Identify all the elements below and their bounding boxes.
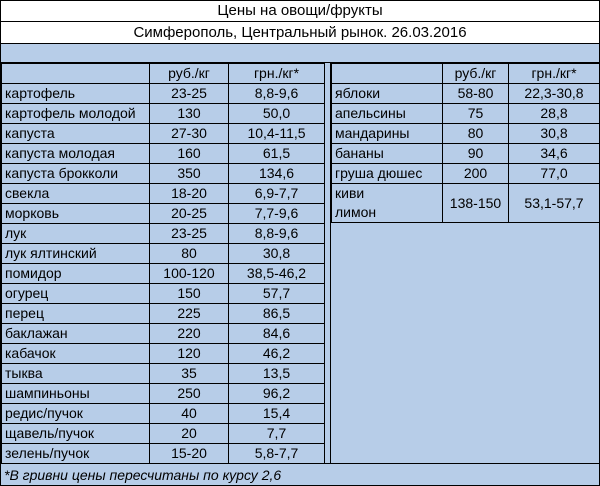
table-row [2, 84, 325, 104]
table-row [332, 124, 600, 144]
item-name: лук [2, 224, 150, 244]
price-uah: 134,6 [229, 164, 325, 184]
table-row [2, 344, 325, 364]
item-name: яблоки [332, 84, 443, 104]
table-row [2, 104, 325, 124]
table-row [2, 164, 325, 184]
price-uah: 13,5 [229, 364, 325, 384]
price-uah: 30,8 [509, 124, 600, 144]
price-uah: 34,6 [509, 144, 600, 164]
item-name: тыква [2, 364, 150, 384]
price-rub: 250 [150, 384, 229, 404]
item-name: щавель/пучок [2, 424, 150, 444]
table-row [332, 184, 600, 204]
price-rub: 120 [150, 344, 229, 364]
price-rub: 225 [150, 304, 229, 324]
price-uah: 53,1-57,7 [509, 184, 600, 223]
price-rub: 75 [443, 104, 509, 124]
table-row [2, 224, 325, 244]
item-name: кабачок [2, 344, 150, 364]
vegetables-table [1, 63, 325, 464]
table-row [332, 164, 600, 184]
price-rub: 15-20 [150, 444, 229, 464]
table-row [2, 264, 325, 284]
price-uah: 7,7 [229, 424, 325, 444]
item-name: апельсины [332, 104, 443, 124]
item-name: шампиньоны [2, 384, 150, 404]
item-name: лимон [332, 203, 443, 223]
item-name: мандарины [332, 124, 443, 144]
price-uah: 61,5 [229, 144, 325, 164]
price-uah: 46,2 [229, 344, 325, 364]
table-row [2, 284, 325, 304]
table-row [2, 384, 325, 404]
item-name: морковь [2, 204, 150, 224]
price-uah: 10,4-11,5 [229, 124, 325, 144]
price-rub: 350 [150, 164, 229, 184]
price-rub: 90 [443, 144, 509, 164]
item-name: лук ялтинский [2, 244, 150, 264]
item-name: свекла [2, 184, 150, 204]
fruits-panel [331, 63, 599, 463]
price-uah: 30,8 [229, 244, 325, 264]
vegetables-header-row [2, 64, 325, 84]
header-uah: грн./кг* [229, 64, 325, 84]
vegetables-panel [1, 63, 324, 463]
price-rub: 20 [150, 424, 229, 444]
price-rub: 130 [150, 104, 229, 124]
price-uah: 8,8-9,6 [229, 224, 325, 244]
item-name: огурец [2, 284, 150, 304]
table-row [332, 104, 600, 124]
item-name: груша дюшес [332, 164, 443, 184]
price-rub: 100-120 [150, 264, 229, 284]
item-name: зелень/пучок [2, 444, 150, 464]
item-name: бананы [332, 144, 443, 164]
table-row [2, 204, 325, 224]
price-rub: 35 [150, 364, 229, 384]
table-row [2, 244, 325, 264]
price-rub: 58-80 [443, 84, 509, 104]
price-uah: 84,6 [229, 324, 325, 344]
price-uah: 96,2 [229, 384, 325, 404]
column-divider [324, 63, 331, 463]
table-row [2, 144, 325, 164]
item-name: картофель молодой [2, 104, 150, 124]
item-name: помидор [2, 264, 150, 284]
price-rub: 40 [150, 404, 229, 424]
table-row [2, 364, 325, 384]
price-uah: 6,9-7,7 [229, 184, 325, 204]
price-uah: 38,5-46,2 [229, 264, 325, 284]
sheet-subtitle: Симферополь, Центральный рынок. 26.03.2016 [1, 22, 599, 44]
table-row [332, 144, 600, 164]
sheet-title: Цены на овощи/фрукты [1, 1, 599, 22]
price-rub: 20-25 [150, 204, 229, 224]
price-rub: 220 [150, 324, 229, 344]
header-rub: руб./кг [443, 64, 509, 84]
item-name: капуста молодая [2, 144, 150, 164]
item-name: киви [332, 184, 443, 204]
header-uah: грн./кг* [509, 64, 600, 84]
table-row [2, 304, 325, 324]
price-rub: 160 [150, 144, 229, 164]
price-rub: 23-25 [150, 224, 229, 244]
price-uah: 22,3-30,8 [509, 84, 600, 104]
price-rub: 150 [150, 284, 229, 304]
price-rub: 23-25 [150, 84, 229, 104]
fruits-header-row [332, 64, 600, 84]
price-rub: 80 [443, 124, 509, 144]
price-uah: 77,0 [509, 164, 600, 184]
price-uah: 50,0 [229, 104, 325, 124]
table-row [2, 404, 325, 424]
price-uah: 28,8 [509, 104, 600, 124]
table-row [2, 424, 325, 444]
item-name: капуста брокколи [2, 164, 150, 184]
table-row [332, 84, 600, 104]
price-rub: 18-20 [150, 184, 229, 204]
price-uah: 8,8-9,6 [229, 84, 325, 104]
table-row [2, 444, 325, 464]
item-name: перец [2, 304, 150, 324]
price-rub: 200 [443, 164, 509, 184]
price-uah: 5,8-7,7 [229, 444, 325, 464]
table-row [2, 184, 325, 204]
price-uah: 7,7-9,6 [229, 204, 325, 224]
item-name: картофель [2, 84, 150, 104]
fruits-table [331, 63, 600, 223]
price-rub: 27-30 [150, 124, 229, 144]
price-uah: 86,5 [229, 304, 325, 324]
header-empty [332, 64, 443, 84]
table-row [2, 124, 325, 144]
header-rub: руб./кг [150, 64, 229, 84]
price-rub: 80 [150, 244, 229, 264]
price-uah: 15,4 [229, 404, 325, 424]
price-rub: 138-150 [443, 184, 509, 223]
empty-row [1, 44, 599, 63]
item-name: капуста [2, 124, 150, 144]
footnote: *В гривни цены пересчитаны по курсу 2,6 [1, 463, 599, 485]
item-name: баклажан [2, 324, 150, 344]
header-empty [2, 64, 150, 84]
price-uah: 57,7 [229, 284, 325, 304]
item-name: редис/пучок [2, 404, 150, 424]
table-row [2, 324, 325, 344]
